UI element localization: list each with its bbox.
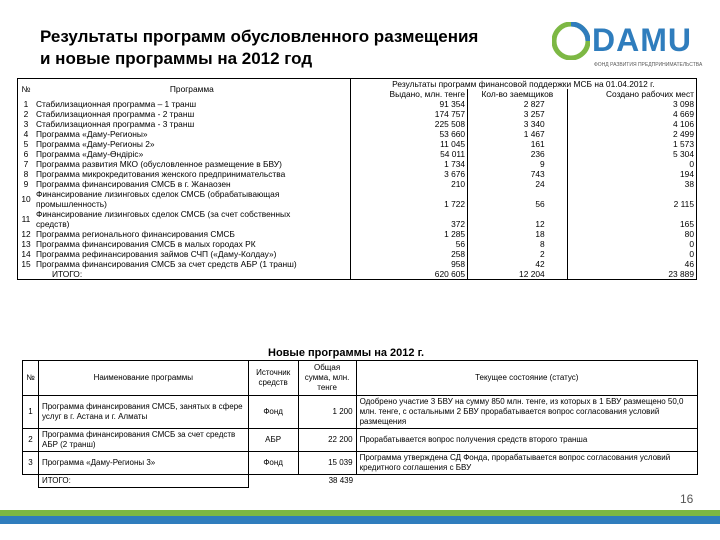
- logo-tagline: ФОНД РАЗВИТИЯ ПРЕДПРИНИМАТЕЛЬСТВА: [594, 62, 703, 68]
- row-no: 14: [18, 249, 34, 259]
- issued-value: 91 354: [350, 99, 467, 109]
- issued-value: 56: [350, 239, 467, 249]
- total-jobs: 23 889: [567, 269, 696, 280]
- total-issued: 620 605: [350, 269, 467, 280]
- jobs-value: 194: [567, 169, 696, 179]
- program-name: Финансирование лизинговых сделок СМСБ (за счет собственных средств): [34, 209, 350, 229]
- status-value: Программа утверждена СД Фонда, прорабатывается вопрос согласования условий кредитного соглашения с БВУ: [356, 452, 697, 475]
- damu-logo: [552, 20, 702, 78]
- jobs-value: 0: [567, 249, 696, 259]
- program-name: Стабилизационная программа – 1 транш: [34, 99, 350, 109]
- jobs-value: 3 098: [567, 99, 696, 109]
- program-name: Программа «Даму-Регионы»: [34, 129, 350, 139]
- issued-value: 258: [350, 249, 467, 259]
- table-row: [18, 159, 697, 169]
- status-value: Прорабатывается вопрос получения средств второго транша: [356, 429, 697, 452]
- col-jobs: Создано рабочих мест: [567, 89, 696, 99]
- col-issued: Выдано, млн. тенге: [350, 89, 467, 99]
- header-no: №: [18, 79, 34, 100]
- row-no: 8: [18, 169, 34, 179]
- borrowers-value: 2 827: [468, 99, 568, 109]
- program-name: Программа финансирования СМСБ, занятых в сфере услуг в г. Астана и г. Алматы: [38, 396, 248, 429]
- table-row: [18, 259, 697, 269]
- sum-value: 15 039: [298, 452, 356, 475]
- program-name: Программа финансирования СМСБ в г. Жанаозен: [34, 179, 350, 189]
- issued-value: 958: [350, 259, 467, 269]
- jobs-value: 2 115: [567, 189, 696, 209]
- jobs-value: 0: [567, 239, 696, 249]
- program-name: Программа финансирования СМСБ за счет средств АБР (1 транш): [34, 259, 350, 269]
- jobs-value: 80: [567, 229, 696, 239]
- page-number: 16: [680, 492, 694, 506]
- issued-value: 11 045: [350, 139, 467, 149]
- jobs-value: 5 304: [567, 149, 696, 159]
- row-no: 11: [18, 209, 34, 229]
- issued-value: 54 011: [350, 149, 467, 159]
- results-table: [17, 78, 697, 280]
- jobs-value: 165: [567, 209, 696, 229]
- total-borrowers: 12 204: [468, 269, 568, 280]
- new-programs-table: [22, 360, 698, 488]
- table-row: [23, 452, 698, 475]
- issued-value: 3 676: [350, 169, 467, 179]
- slide-title: [40, 26, 540, 70]
- footer-bar-blue: [0, 516, 720, 524]
- borrowers-value: 161: [468, 139, 568, 149]
- borrowers-value: 8: [468, 239, 568, 249]
- header2-source: Источник средств: [248, 361, 298, 396]
- table-row: [18, 129, 697, 139]
- program-name: Программа финансирования СМСБ за счет средств АБР (2 транш): [38, 429, 248, 452]
- issued-value: 1 722: [350, 189, 467, 209]
- source-value: АБР: [248, 429, 298, 452]
- program-name: Программа микрокредитования женского предпринимательства: [34, 169, 350, 179]
- row-no: 10: [18, 189, 34, 209]
- issued-value: 1 285: [350, 229, 467, 239]
- row-no: 13: [18, 239, 34, 249]
- total-sum: 38 439: [328, 476, 354, 486]
- row-no: 3: [18, 119, 34, 129]
- table-row: [18, 179, 697, 189]
- total-row: [18, 269, 697, 280]
- borrowers-value: 236: [468, 149, 568, 159]
- row-no: 5: [18, 139, 34, 149]
- header-program: Программа: [34, 79, 350, 100]
- program-name: Программа «Даму-Өндіріс»: [34, 149, 350, 159]
- row-no: 2: [18, 109, 34, 119]
- issued-value: 210: [350, 179, 467, 189]
- borrowers-value: 56: [468, 189, 568, 209]
- jobs-value: 0: [567, 159, 696, 169]
- borrowers-value: 18: [468, 229, 568, 239]
- jobs-value: 4 106: [567, 119, 696, 129]
- issued-value: 1 734: [350, 159, 467, 169]
- row-no: 12: [18, 229, 34, 239]
- borrowers-value: 24: [468, 179, 568, 189]
- program-name: Программа рефинансирования займов СЧП («Даму-Колдау»): [34, 249, 350, 259]
- program-name: Финансирование лизинговых сделок СМСБ (обрабатывающая промышленность): [34, 189, 350, 209]
- sum-value: 1 200: [298, 396, 356, 429]
- table-row: [18, 229, 697, 239]
- total-label: ИТОГО:: [34, 269, 350, 280]
- col-borrowers: Кол-во заемщиков: [468, 89, 568, 99]
- table-row: [18, 249, 697, 259]
- header2-status: Текущее состояние (статус): [356, 361, 697, 396]
- table-row: [18, 109, 697, 119]
- jobs-value: 2 499: [567, 129, 696, 139]
- row-no: 15: [18, 259, 34, 269]
- new-programs-title: Новые программы на 2012 г.: [268, 347, 425, 359]
- jobs-value: 38: [567, 179, 696, 189]
- program-name: Программа «Даму-Регионы 2»: [34, 139, 350, 149]
- issued-value: 225 508: [350, 119, 467, 129]
- table-row: [18, 139, 697, 149]
- program-name: Программа развития МКО (обусловленное размещение в БВУ): [34, 159, 350, 169]
- header2-sum: Общая сумма, млн. тенге: [298, 361, 356, 396]
- title-line-2: и новые программы на 2012 год: [40, 49, 313, 68]
- issued-value: 53 660: [350, 129, 467, 139]
- table-row: [18, 169, 697, 179]
- borrowers-value: 1 467: [468, 129, 568, 139]
- row-no: 1: [23, 396, 39, 429]
- total-row: [23, 475, 698, 488]
- table-row: [18, 209, 697, 229]
- program-name: Программа финансирования СМСБ в малых городах РК: [34, 239, 350, 249]
- table-row: [18, 119, 697, 129]
- program-name: Стабилизационная программа - 2 транш: [34, 109, 350, 119]
- source-value: Фонд: [248, 452, 298, 475]
- jobs-value: 46: [567, 259, 696, 269]
- row-no: 4: [18, 129, 34, 139]
- logo-word: DAMU: [592, 22, 692, 58]
- title-line-1: Результаты программ обусловленного размещения: [40, 27, 479, 46]
- issued-value: 174 757: [350, 109, 467, 119]
- program-name: Программа «Даму-Регионы 3»: [38, 452, 248, 475]
- program-name: Программа регионального финансирования СМСБ: [34, 229, 350, 239]
- borrowers-value: 3 257: [468, 109, 568, 119]
- borrowers-value: 42: [468, 259, 568, 269]
- header-group: Результаты программ финансовой поддержки МСБ на 01.04.2012 г.: [350, 79, 696, 90]
- table-row: [18, 149, 697, 159]
- row-no: 3: [23, 452, 39, 475]
- jobs-value: 1 573: [567, 139, 696, 149]
- borrowers-value: 743: [468, 169, 568, 179]
- total-label: ИТОГО:: [38, 475, 248, 488]
- borrowers-value: 2: [468, 249, 568, 259]
- jobs-value: 4 669: [567, 109, 696, 119]
- table-row: [18, 189, 697, 209]
- borrowers-value: 12: [468, 209, 568, 229]
- table-row: [18, 99, 697, 109]
- issued-value: 372: [350, 209, 467, 229]
- row-no: 6: [18, 149, 34, 159]
- header2-no: №: [23, 361, 39, 396]
- program-name: Стабилизационная программа - 3 транш: [34, 119, 350, 129]
- row-no: 2: [23, 429, 39, 452]
- borrowers-value: 9: [468, 159, 568, 169]
- table-row: [18, 239, 697, 249]
- source-value: Фонд: [248, 396, 298, 429]
- row-no: 9: [18, 179, 34, 189]
- table-row: [23, 429, 698, 452]
- borrowers-value: 3 340: [468, 119, 568, 129]
- logo-mark-icon: [552, 22, 590, 60]
- table-row: [23, 396, 698, 429]
- row-no: 7: [18, 159, 34, 169]
- status-value: Одобрено участие 3 БВУ на сумму 850 млн. тенге, из которых в 1 БВУ размещено 50,0 млн. тенге, с остальными 2 БВУ прорабатывается вопрос согласования условий размещения: [356, 396, 697, 429]
- sum-value: 22 200: [298, 429, 356, 452]
- row-no: 1: [18, 99, 34, 109]
- header2-name: Наименование программы: [38, 361, 248, 396]
